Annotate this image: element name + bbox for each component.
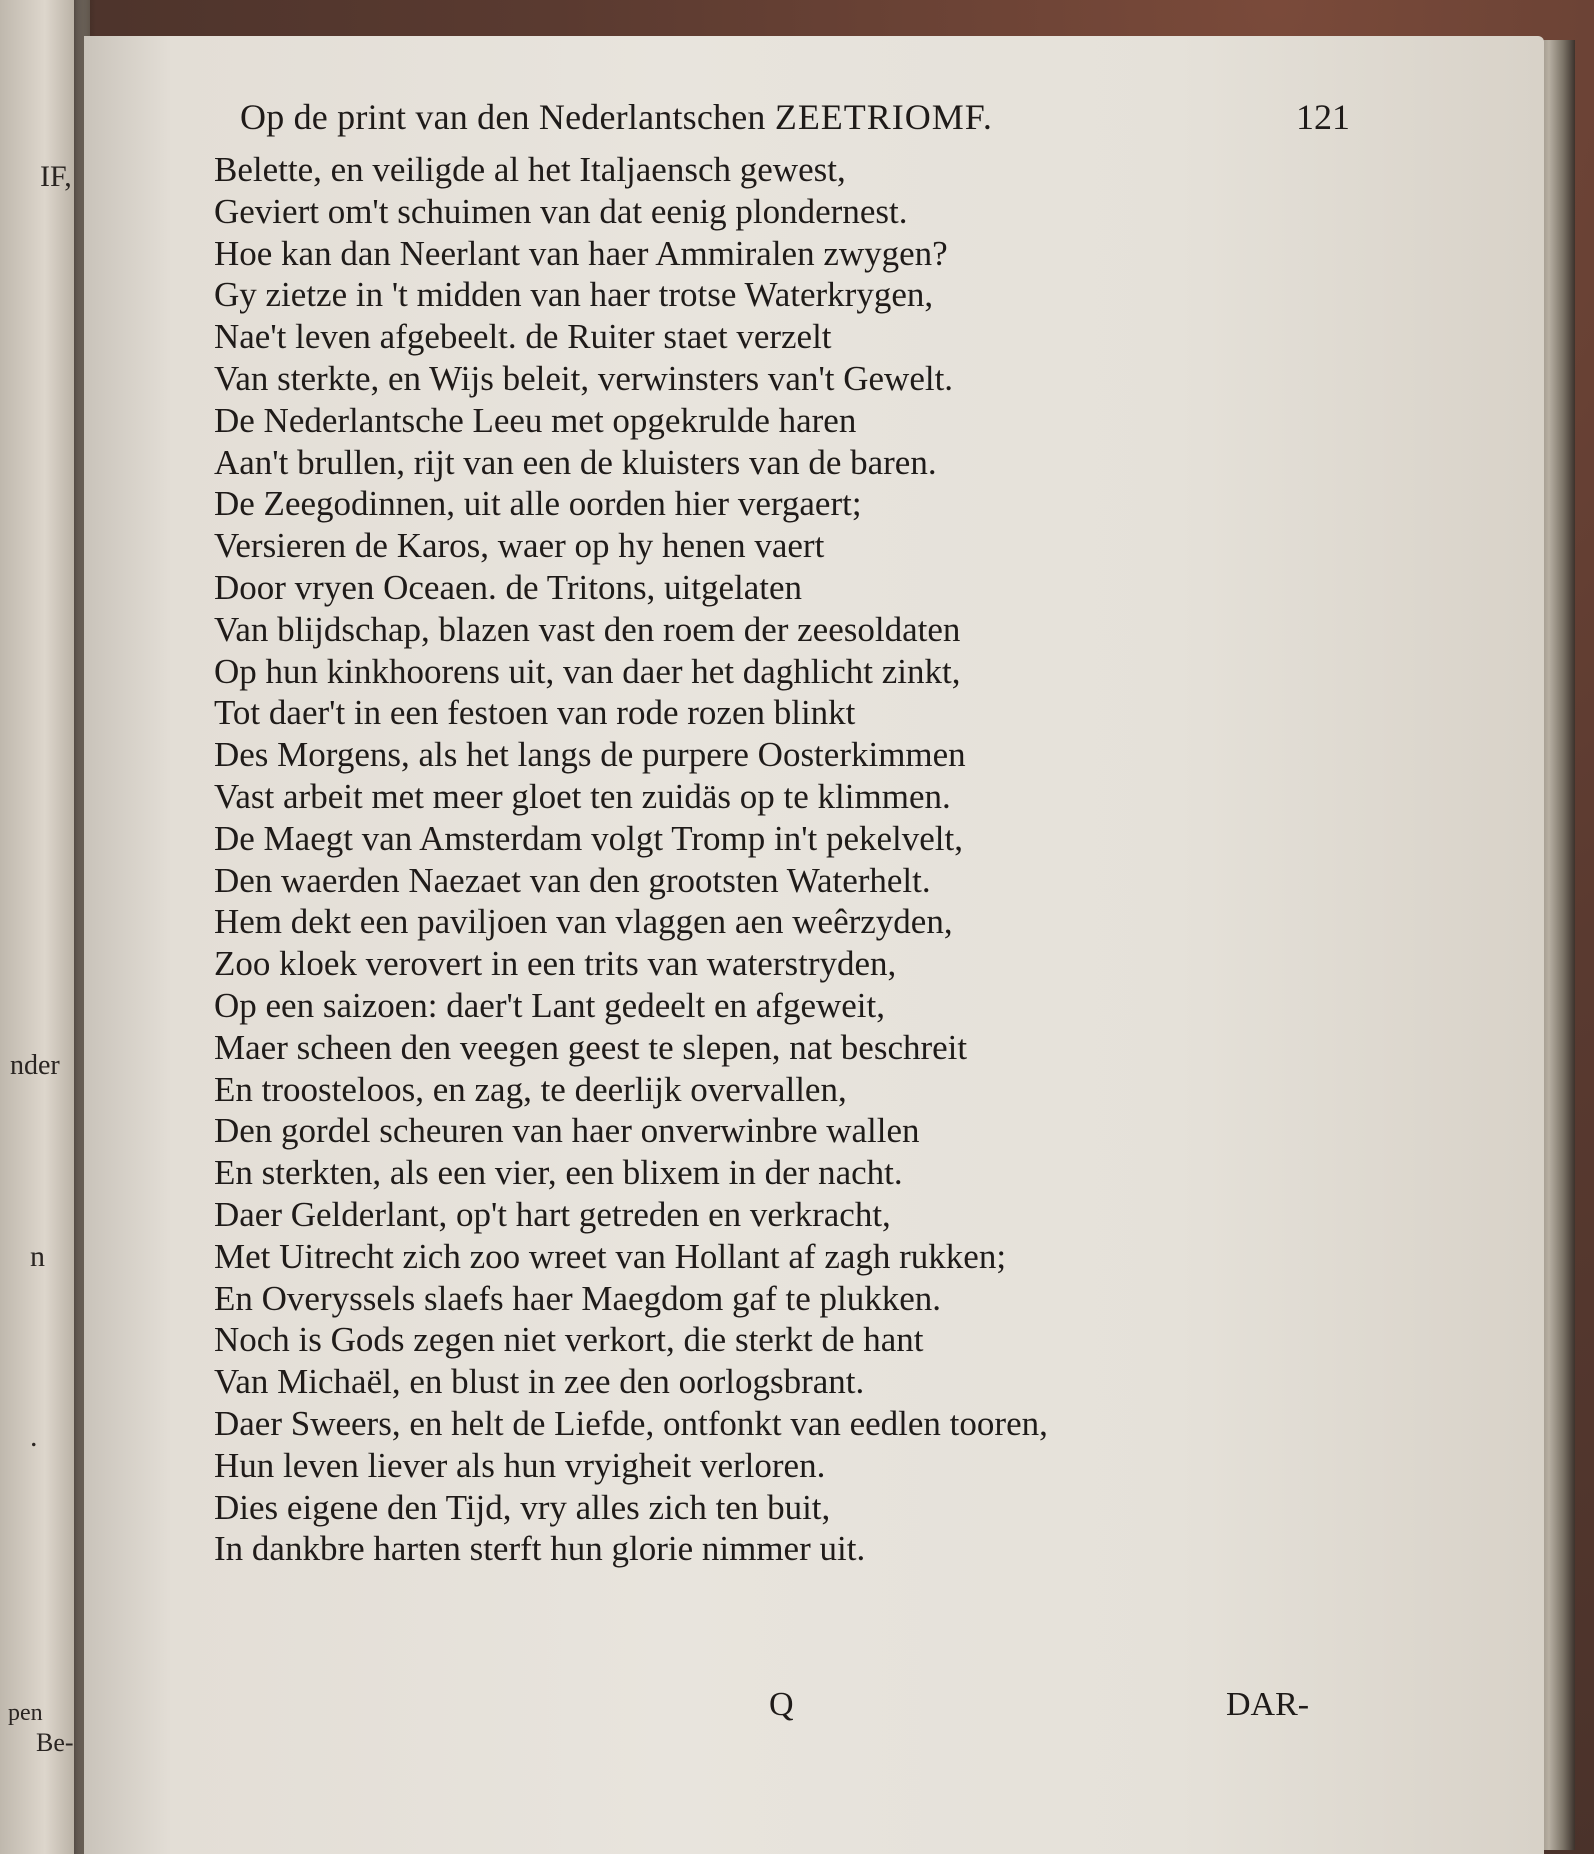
running-head-title-lead: Op de print van den Nederlantschen xyxy=(240,97,775,137)
left-page-fragment: nder xyxy=(10,1050,60,1081)
running-head-title xyxy=(240,96,993,138)
page-footer xyxy=(204,1686,1364,1736)
poem-line: Versieren de Karos, waer op hy henen vaert xyxy=(214,526,825,566)
running-head-title-caps: ZEETRIOMF. xyxy=(774,97,993,137)
poem-line: Den gordel scheuren van haer onverwinbre wallen xyxy=(214,1111,920,1151)
poem-line: Hem dekt een paviljoen van vlaggen aen weêrzyden, xyxy=(214,902,953,942)
poem-line: Nae't leven afgebeelt. de Ruiter staet verzelt xyxy=(214,317,832,357)
poem-line: Van Michaël, en blust in zee den oorlogsbrant. xyxy=(214,1362,865,1402)
poem-line: Hun leven liever als hun vryigheit verloren. xyxy=(214,1445,826,1485)
poem-line: Zoo kloek verovert in een trits van waterstryden, xyxy=(214,944,897,984)
running-head xyxy=(240,96,1350,146)
poem-line: Hoe kan dan Neerlant van haer Ammiralen zwygen? xyxy=(214,233,948,273)
poem-line: Tot daer't in een festoen van rode rozen blinkt xyxy=(214,693,856,733)
poem-line: Belette, en veiligde al het Italjaensch gewest, xyxy=(214,150,846,189)
page-text-block xyxy=(204,96,1364,1723)
poem-line: Daer Sweers, en helt de Liefde, ontfonkt van eedlen tooren, xyxy=(214,1403,1048,1443)
left-page-fragment: pen xyxy=(8,1700,43,1726)
signature-mark: Q xyxy=(769,1686,794,1723)
poem-line: Maer scheen den veegen geest te slepen, nat beschreit xyxy=(214,1027,968,1067)
poem-line: Gy zietze in 't midden van haer trotse Waterkrygen, xyxy=(214,275,934,315)
catchword: DAR- xyxy=(1226,1686,1310,1723)
poem-line: En troosteloos, en zag, te deerlijk overvallen, xyxy=(214,1069,847,1109)
poem-line: Op hun kinkhoorens uit, van daer het daghlicht zinkt, xyxy=(214,651,961,691)
left-page-fragment: n xyxy=(30,1240,45,1273)
left-page-fragment: . xyxy=(30,1420,38,1453)
poem-line: En sterkten, als een vier, een blixem in der nacht. xyxy=(214,1153,903,1193)
poem-line: Van sterkte, en Wijs beleit, verwinsters van't Gewelt. xyxy=(214,358,954,398)
poem-line: De Nederlantsche Leeu met opgekrulde haren xyxy=(214,400,857,440)
poem-line: Den waerden Naezaet van den grootsten Waterhelt. xyxy=(214,860,931,900)
poem-line: Noch is Gods zegen niet verkort, die sterkt de hant xyxy=(214,1320,924,1360)
poem-line: Des Morgens, als het langs de purpere Oosterkimmen xyxy=(214,735,966,775)
left-page-fragment: Be- xyxy=(36,1728,74,1757)
book-page xyxy=(84,36,1544,1854)
page-number: 121 xyxy=(1296,97,1350,137)
poem-line: Daer Gelderlant, op't hart getreden en verkracht, xyxy=(214,1194,891,1234)
poem-line: Door vryen Oceaen. de Tritons, uitgelaten xyxy=(214,567,803,607)
poem-line: Met Uitrecht zich zoo wreet van Hollant af zagh rukken; xyxy=(214,1236,1007,1276)
poem-line: Geviert om't schuimen van dat eenig plondernest. xyxy=(214,191,908,231)
poem-line: Van blijdschap, blazen vast den roem der zeesoldaten xyxy=(214,609,961,649)
poem-line: Op een saizoen: daer't Lant gedeelt en afgeweit, xyxy=(214,985,885,1025)
poem-line: En Overyssels slaefs haer Maegdom gaf te plukken. xyxy=(214,1278,942,1318)
left-page-fragment: IF, xyxy=(40,160,72,193)
poem-line: Aan't brullen, rijt van een de kluisters van de baren. xyxy=(214,442,937,482)
poem-lines xyxy=(214,149,1364,1570)
poem-line: In dankbre harten sterft hun glorie nimmer uit. xyxy=(214,1529,866,1569)
poem-line: Dies eigene den Tijd, vry alles zich ten buit, xyxy=(214,1487,831,1527)
poem-line: De Zeegodinnen, uit alle oorden hier vergaert; xyxy=(214,484,862,524)
poem-line: Vast arbeit met meer gloet ten zuidäs op te klimmen. xyxy=(214,776,951,816)
poem-line: De Maegt van Amsterdam volgt Tromp in't pekelvelt, xyxy=(214,818,963,858)
